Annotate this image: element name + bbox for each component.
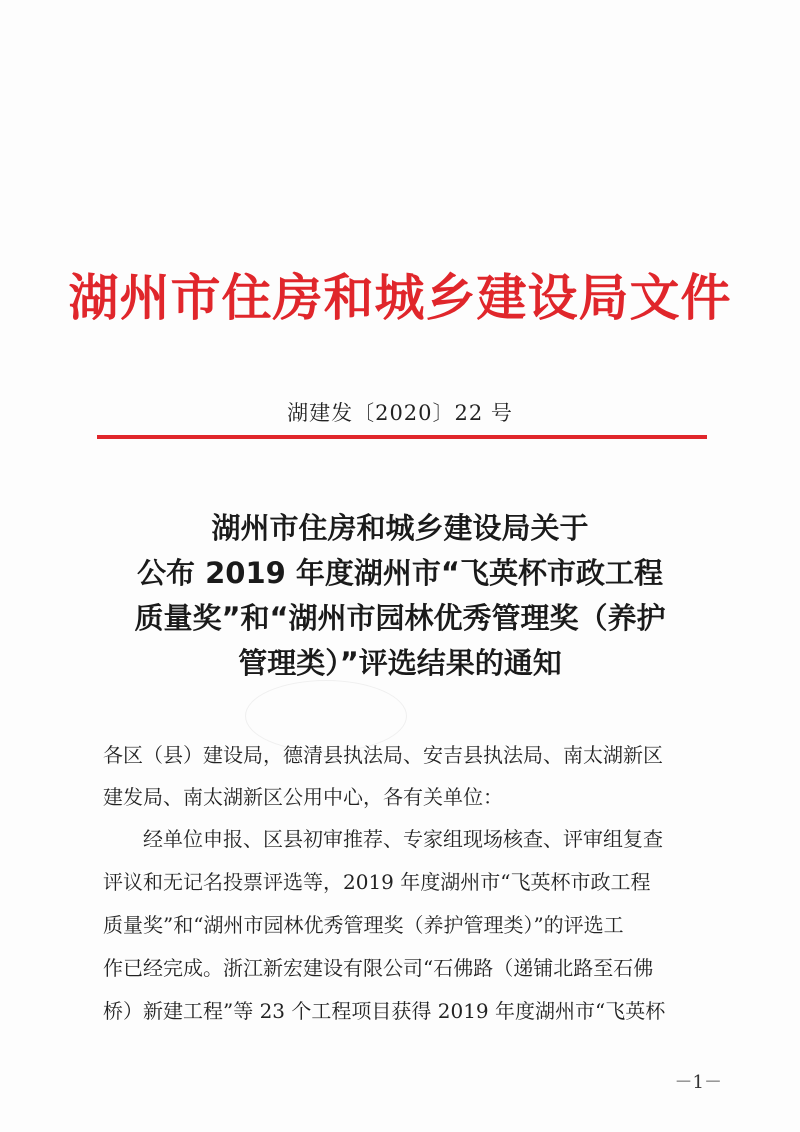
title-line: 湖州市住房和城乡建设局关于: [211, 511, 589, 545]
body-line: 质量奖”和“湖州市园林优秀管理奖（养护管理类）”的评选工: [103, 913, 624, 937]
addressee-block: [103, 734, 703, 818]
title-line: 管理类）”评选结果的通知: [238, 646, 562, 680]
red-divider-line: [97, 435, 707, 439]
page-number: －1－: [674, 1072, 722, 1093]
issuing-authority-header: 湖州市住房和城乡建设局文件: [68, 269, 732, 327]
body-line: 作已经完成。浙江新宏建设有限公司“石佛路（递铺北路至石佛: [103, 956, 654, 980]
addressee-line: 各区（县）建设局，德清县执法局、安吉县执法局、南太湖新区: [103, 743, 663, 767]
body-line: 经单位申报、区县初审推荐、专家组现场核查、评审组复查: [143, 827, 663, 851]
document-title: [100, 506, 700, 686]
body-line: 桥）新建工程”等 23 个工程项目获得 2019 年度湖州市“飞英杯: [103, 999, 666, 1023]
title-line: 公布 2019 年度湖州市“飞英杯市政工程: [137, 556, 663, 590]
body-line: 评议和无记名投票评选等，2019 年度湖州市“飞英杯市政工程: [103, 870, 651, 894]
title-line: 质量奖”和“湖州市园林优秀管理奖（养护: [134, 601, 666, 635]
body-paragraph: [103, 818, 703, 1033]
addressee-line: 建发局、南太湖新区公用中心，各有关单位：: [103, 785, 503, 809]
document-number: 湖建发〔2020〕22 号: [287, 401, 513, 425]
